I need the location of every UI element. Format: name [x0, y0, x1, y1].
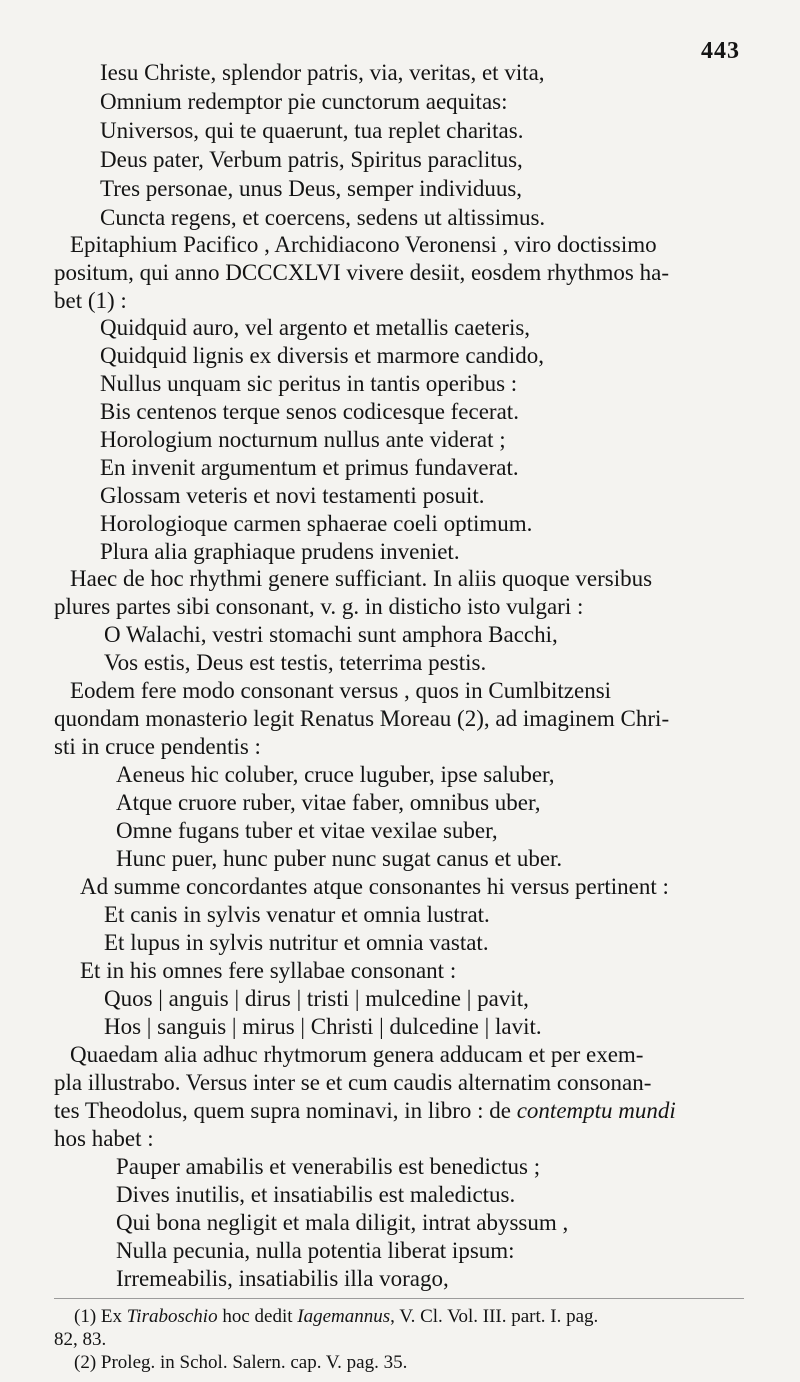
verse-line: Horologioque carmen sphaerae coeli optimum. [100, 511, 533, 536]
verse-line: En invenit argumentum et primus fundaverat. [100, 455, 519, 480]
verse-line: Pauper amabilis et venerabilis est benedictus ; [116, 1154, 541, 1179]
prose-line: hos habet : [54, 1126, 154, 1151]
prose-line: sti in cruce pendentis : [54, 734, 261, 759]
verse-line: Vos estis, Deus est testis, teterrima pestis. [104, 650, 487, 675]
footnote-rule [54, 1298, 744, 1299]
verse-line: Deus pater, Verbum patris, Spiritus paraclitus, [100, 147, 523, 172]
footnote-1 [74, 1306, 598, 1328]
verse-line: Bis centenos terque senos codicesque fecerat. [100, 399, 519, 424]
prose-line: Quaedam alia adhuc rhytmorum genera adducam et per exem- [70, 1042, 644, 1067]
book-title-prefix: de [489, 1098, 511, 1123]
prose-line: Eodem fere modo consonant versus , quos in Cumlbitzensi [70, 678, 612, 703]
verse-line: Et lupus in sylvis nutritur et omnia vastat. [104, 930, 489, 955]
footnote-author: Tiraboschio [126, 1306, 218, 1327]
verse-line: Dives inutilis, et insatiabilis est maledictus. [116, 1182, 516, 1207]
footnote-mark: (1) [74, 1306, 97, 1327]
footnote-text: hoc dedit [222, 1306, 293, 1327]
verse-line: Nullus unquam sic peritus in tantis operibus : [100, 371, 518, 396]
verse-line: Glossam veteris et novi testamenti posuit. [100, 483, 485, 508]
verse-line: Qui bona negligit et mala diligit, intrat abyssum , [116, 1210, 569, 1235]
verse-line: Atque cruore ruber, vitae faber, omnibus uber, [116, 790, 541, 815]
prose-line: Et in his omnes fere syllabae consonant : [80, 958, 457, 983]
verse-line: Hos | sanguis | mirus | Christi | dulcedine | lavit. [104, 1014, 542, 1039]
verse-line: Horologium nocturnum nullus ante viderat ; [100, 427, 506, 452]
verse-line: Plura alia graphiaque prudens inveniet. [100, 539, 460, 564]
verse-line: Omne fugans tuber et vitae vexilae suber, [116, 818, 498, 843]
verse-line: Universos, qui te quaerunt, tua replet charitas. [100, 118, 524, 143]
prose-line: Ad summe concordantes atque consonantes hi versus pertinent : [80, 874, 669, 899]
verse-line: Tres personae, unus Deus, semper individuus, [100, 176, 523, 201]
footnote-author: Iagemannus [297, 1306, 391, 1327]
prose-line: bet (1) : [54, 288, 127, 313]
prose-line: quondam monasterio legit Renatus Moreau (2), ad imaginem Chri- [54, 706, 670, 731]
verse-line: Aeneus hic coluber, cruce luguber, ipse saluber, [116, 762, 555, 787]
prose-line [54, 1098, 676, 1124]
verse-line: Quos | anguis | dirus | tristi | mulcedine | pavit, [104, 986, 529, 1011]
prose-text: tes Theodolus, quem supra nominavi, in libro : [54, 1098, 484, 1123]
footnote-text: , V. Cl. Vol. III. part. I. pag. [390, 1306, 599, 1327]
verse-line: Irremeabilis, insatiabilis illa vorago, [116, 1266, 449, 1291]
verse-line: Quidquid lignis ex diversis et marmore candido, [100, 343, 544, 368]
prose-line: pla illustrabo. Versus inter se et cum caudis alternatim consonan- [54, 1070, 652, 1095]
footnote-1-continued: 82, 83. [54, 1329, 107, 1350]
page-number: 443 [701, 38, 740, 64]
prose-line: Epitaphium Pacifico , Archidiacono Veronensi , viro doctissimo [70, 232, 657, 257]
verse-line: Hunc puer, hunc puber nunc sugat canus et uber. [116, 846, 563, 871]
verse-line: Cuncta regens, et coercens, sedens ut altissimus. [100, 205, 546, 230]
verse-line: Iesu Christe, splendor patris, via, veritas, et vita, [100, 60, 545, 85]
prose-line: Haec de hoc rhythmi genere sufficiant. In aliis quoque versibus [70, 566, 653, 591]
verse-line: Omnium redemptor pie cunctorum aequitas: [100, 89, 508, 114]
prose-line: plures partes sibi consonant, v. g. in disticho isto vulgari : [54, 594, 584, 619]
verse-line: O Walachi, vestri stomachi sunt amphora Bacchi, [104, 622, 558, 647]
prose-line: positum, qui anno DCCCXLVI vivere desiit, eosdem rhythmos ha- [54, 260, 669, 285]
verse-line: Quidquid auro, vel argento et metallis caeteris, [100, 315, 531, 340]
footnote-2: (2) Proleg. in Schol. Salern. cap. V. pag. 35. [74, 1352, 408, 1373]
footnote-text: Ex [100, 1306, 123, 1327]
book-title: contemptu mundi [516, 1098, 676, 1123]
verse-line: Nulla pecunia, nulla potentia liberat ipsum: [116, 1238, 515, 1263]
verse-line: Et canis in sylvis venatur et omnia lustrat. [104, 902, 490, 927]
